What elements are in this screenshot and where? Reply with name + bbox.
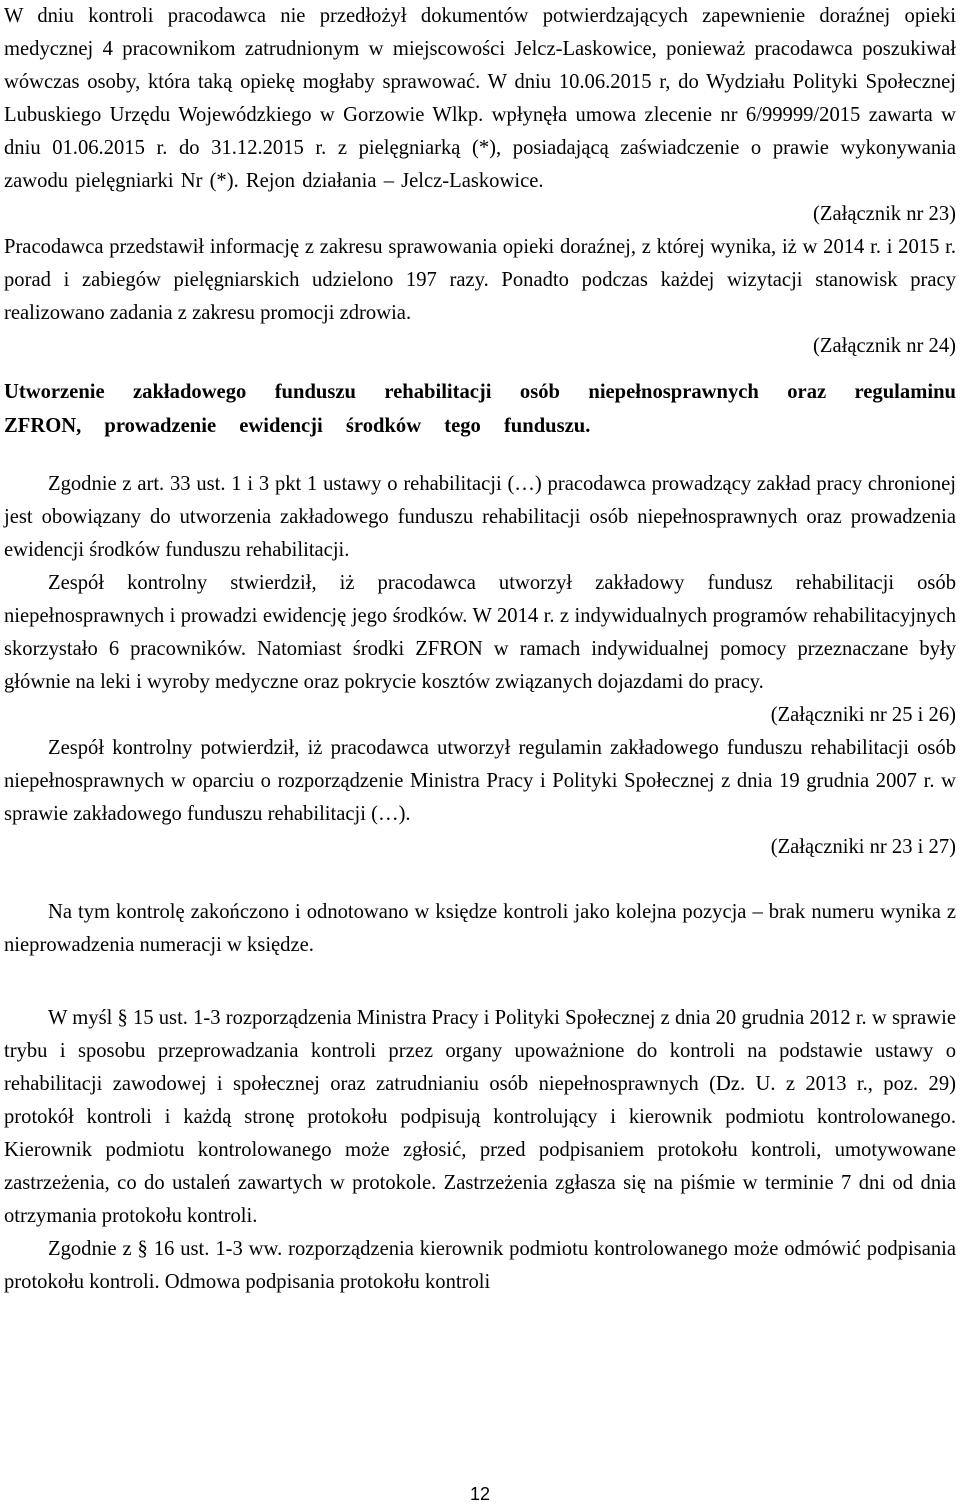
section-heading-zfron: Utworzenie zakładowego funduszu rehabilitacji osób niepełnosprawnych oraz regulaminu ZFRON, prowadzenie ewidencji środków tego funduszu. [4, 381, 956, 437]
paragraph-zespol-potwierdzil: Zespół kontrolny potwierdził, iż pracodawca utworzył regulamin zakładowego funduszu rehabilitacji osób niepełnosprawnych w oparciu o rozporządzenie Ministra Pracy i Polityki Społecznej z dnia 19 grudnia 2007 r. w sprawie zakładowego funduszu rehabilitacji (…). [4, 737, 956, 825]
attachment-reference-23-27: (Załączniki nr 23 i 27) [770, 836, 956, 858]
paragraph-w-mysl-15: W myśl § 15 ust. 1-3 rozporządzenia Ministra Pracy i Polityki Społecznej z dnia 20 grudnia 2012 r. w sprawie trybu i sposobu przeprowadzania kontroli przez organy upoważnione do kontroli na podstawie ustawy o rehabilitacji zawodowej i społecznej oraz zatrudnianiu osób niepełnosprawnych (Dz. U. z 2013 r., poz. 29) protokół kontroli i każdą stronę protokołu podpisują kontrolujący i kierownik podmiotu kontrolowanego. Kierownik podmiotu kontrolowanego może zgłosić, przed podpisaniem protokołu kontroli, umotywowane zastrzeżenia, co do ustaleń zawartych w protokole. Zastrzeżenia zgłasza się na piśmie w terminie 7 dni od dnia otrzymania protokołu kontroli. [4, 1007, 956, 1227]
attachment-reference-23: (Załącznik nr 23) [813, 203, 956, 225]
paragraph-informacja-opieka: Pracodawca przedstawił informację z zakresu sprawowania opieki doraźnej, z której wynika, iż w 2014 r. i 2015 r. porad i zabiegów pielęgniarskich udzielono 197 razy. Ponadto podczas każdej wizytacji stanowisk pracy realizowano zadania z zakresu promocji zdrowia. [4, 236, 956, 324]
paragraph-zgodnie-art-33: Zgodnie z art. 33 ust. 1 i 3 pkt 1 ustawy o rehabilitacji (…) pracodawca prowadzący zakład pracy chronionej jest obowiązany do utworzenia zakładowego funduszu rehabilitacji osób niepełnosprawnych oraz prowadzenia ewidencji środków funduszu rehabilitacji. [4, 473, 956, 561]
paragraph-zgodnie-16: Zgodnie z § 16 ust. 1-3 ww. rozporządzenia kierownik podmiotu kontrolowanego może odmówić podpisania protokołu kontroli. Odmowa podpisania protokołu kontroli [4, 1238, 956, 1293]
paragraph-zespol-stwierdzil: Zespół kontrolny stwierdził, iż pracodawca utworzył zakładowy fundusz rehabilitacji osób niepełnosprawnych i prowadzi ewidencję jego środków. W 2014 r. z indywidualnych programów rehabilitacyjnych skorzystało 6 pracowników. Natomiast środki ZFRON w ramach indywidualnej pomocy przeznaczane były głównie na leki i wyroby medyczne oraz pokrycie kosztów związanych dojazdami do pracy. [4, 572, 956, 693]
page-number: 12 [469, 1484, 491, 1504]
paragraph-opieka-medyczna: W dniu kontroli pracodawca nie przedłożył dokumentów potwierdzających zapewnienie doraźnej opieki medycznej 4 pracownikom zatrudnionym w miejscowości Jelcz-Laskowice, ponieważ pracodawca poszukiwał wówczas osoby, która taką opiekę mogłaby sprawować. W dniu 10.06.2015 r, do Wydziału Polityki Społecznej Lubuskiego Urzędu Wojewódzkiego w Gorzowie Wlkp. wpłynęła umowa zlecenie nr 6/99999/2015 zawarta w dniu 01.06.2015 r. do 31.12.2015 r. z pielęgniarką (*), posiadającą zaświadczenie o prawie wykonywania zawodu pielęgniarki Nr (*). Rejon działania – Jelcz-Laskowice. [4, 5, 956, 192]
document-page [4, 0, 956, 1509]
attachment-reference-24: (Załącznik nr 24) [813, 335, 956, 357]
paragraph-zakonczenie-kontroli: Na tym kontrolę zakończono i odnotowano w księdze kontroli jako kolejna pozycja – brak numeru wynika z nieprowadzenia numeracji w księdze. [4, 901, 956, 956]
attachment-reference-25-26: (Załączniki nr 25 i 26) [770, 704, 956, 726]
